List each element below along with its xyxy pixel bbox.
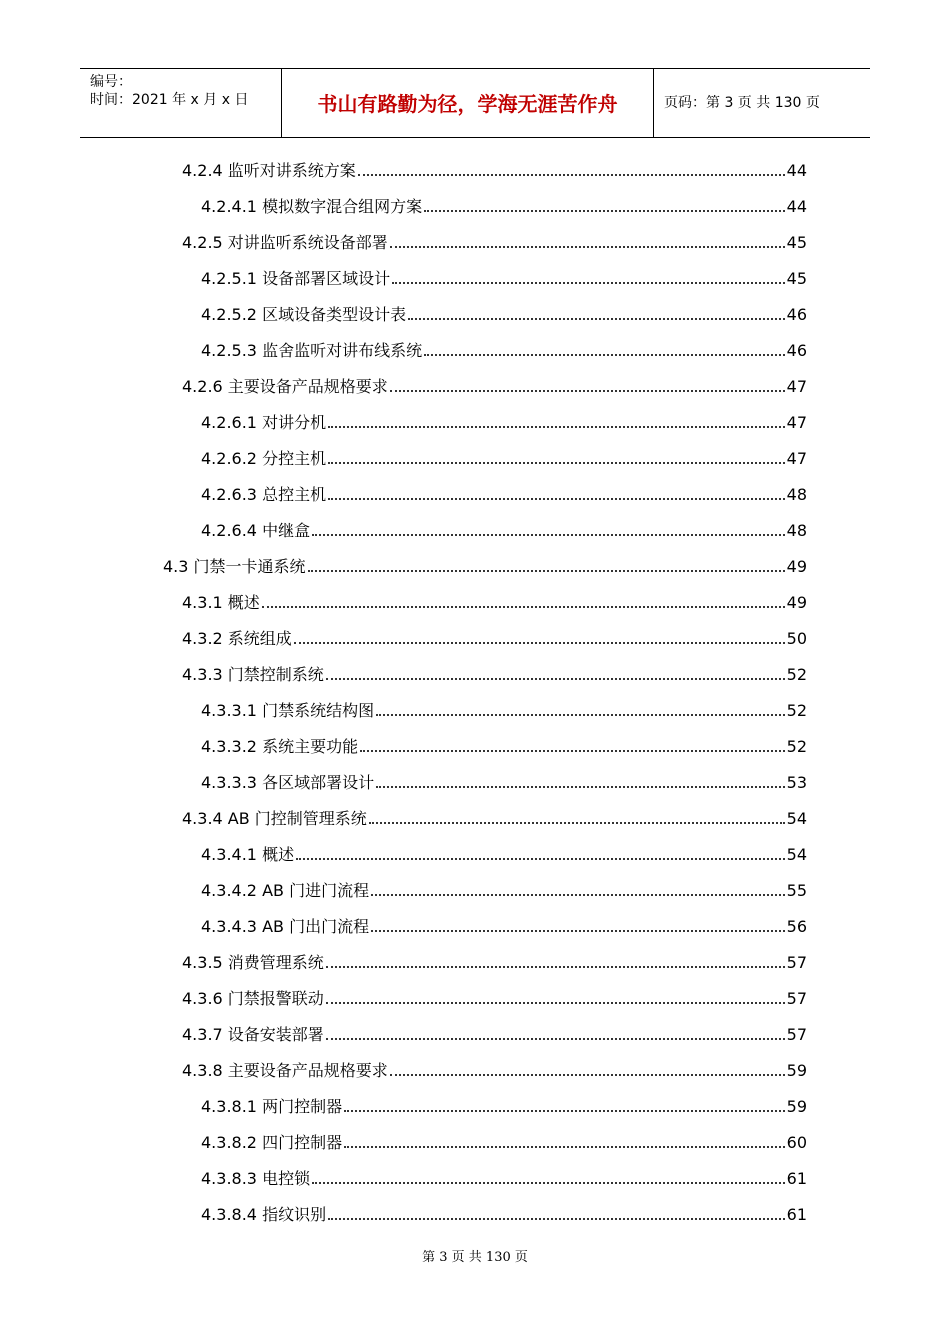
toc-entry-title: 4.3.3.1 门禁系统结构图: [201, 701, 375, 720]
toc-entry-title: 4.3 门禁一卡通系统: [163, 557, 306, 576]
toc-entry-title: 4.2.6.3 总控主机: [201, 485, 327, 504]
toc-dot-leader: [390, 246, 785, 248]
toc-dot-leader: [408, 318, 785, 320]
toc-entry-page-number: 54: [786, 809, 807, 828]
toc-entry[interactable]: [0, 980, 950, 1016]
toc-entry-row: [201, 448, 807, 470]
toc-entry-row: [201, 1204, 807, 1226]
toc-entry-title: 4.3.8.4 指纹识别: [201, 1205, 327, 1224]
toc-entry-row: [201, 268, 807, 290]
toc-entry-title: 4.2.6.2 分控主机: [201, 449, 327, 468]
page-footer: 第 3 页 共 130 页: [422, 1250, 528, 1265]
toc-dot-leader: [296, 858, 785, 860]
toc-dot-leader: [328, 498, 785, 500]
toc-entry-row: [201, 916, 807, 938]
toc-entry-page-number: 47: [786, 377, 807, 396]
header-meta-cell: [80, 69, 282, 137]
toc-entry-row: [201, 844, 807, 866]
toc-entry-row: [182, 1024, 807, 1046]
toc-dot-leader: [390, 1074, 785, 1076]
toc-entry[interactable]: [0, 872, 950, 908]
document-number-label: 编号：: [90, 74, 132, 90]
toc-entry-title: 4.3.4.1 概述: [201, 845, 295, 864]
header-motto: 书山有路勤为径，学海无涯苦作舟: [317, 92, 618, 116]
toc-dot-leader: [376, 786, 785, 788]
toc-entry[interactable]: [0, 404, 950, 440]
toc-entry-page-number: 57: [786, 989, 807, 1008]
document-time-label: 时间：2021 年 x 月 x 日: [90, 92, 249, 108]
toc-entry-row: [201, 520, 807, 542]
toc-dot-leader: [424, 210, 785, 212]
toc-dot-leader: [344, 1146, 785, 1148]
toc-entry[interactable]: [0, 1088, 950, 1124]
toc-entry-row: [201, 700, 807, 722]
toc-entry-page-number: 47: [786, 449, 807, 468]
toc-entry-row: [182, 808, 807, 830]
toc-entry-page-number: 47: [786, 413, 807, 432]
toc-entry-page-number: 59: [786, 1061, 807, 1080]
toc-entry-title: 4.3.8.3 电控锁: [201, 1169, 311, 1188]
toc-dot-leader: [312, 534, 785, 536]
toc-entry-title: 4.3.1 概述: [182, 593, 260, 612]
toc-entry-page-number: 55: [786, 881, 807, 900]
toc-entry[interactable]: [0, 224, 950, 260]
toc-entry-page-number: 49: [786, 557, 807, 576]
toc-entry-page-number: 46: [786, 341, 807, 360]
toc-entry-row: [201, 412, 807, 434]
toc-entry-row: [201, 304, 807, 326]
toc-dot-leader: [294, 642, 785, 644]
toc-dot-leader: [344, 1110, 785, 1112]
toc-entry-title: 4.3.4 AB 门控制管理系统: [182, 809, 367, 828]
toc-entry-page-number: 61: [786, 1205, 807, 1224]
toc-entry-title: 4.3.4.3 AB 门出门流程: [201, 917, 370, 936]
toc-entry[interactable]: [0, 800, 950, 836]
header-page-info: 页码：第 3 页 共 130 页: [664, 95, 820, 111]
toc-entry-title: 4.2.4 监听对讲系统方案: [182, 161, 356, 180]
toc-entry-page-number: 57: [786, 953, 807, 972]
toc-entry[interactable]: [0, 944, 950, 980]
toc-entry-title: 4.3.3 门禁控制系统: [182, 665, 324, 684]
toc-dot-leader: [326, 678, 785, 680]
toc-entry-page-number: 53: [786, 773, 807, 792]
toc-dot-leader: [312, 1182, 785, 1184]
toc-entry-title: 4.2.6.4 中继盒: [201, 521, 311, 540]
toc-dot-leader: [308, 570, 785, 572]
toc-entry[interactable]: [0, 368, 950, 404]
toc-entry[interactable]: [0, 548, 950, 584]
toc-dot-leader: [326, 1002, 785, 1004]
toc-dot-leader: [358, 174, 785, 176]
toc-entry-page-number: 48: [786, 521, 807, 540]
toc-entry-row: [182, 988, 807, 1010]
header-motto-cell: [282, 69, 654, 137]
toc-entry-row: [163, 556, 807, 578]
toc-dot-leader: [328, 1218, 785, 1220]
toc-entry[interactable]: [0, 440, 950, 476]
toc-entry[interactable]: [0, 836, 950, 872]
toc-entry-row: [182, 628, 807, 650]
toc-entry[interactable]: [0, 908, 950, 944]
toc-entry-row: [201, 1168, 807, 1190]
toc-dot-leader: [390, 390, 785, 392]
toc-entry-title: 4.3.8.2 四门控制器: [201, 1133, 343, 1152]
toc-entry[interactable]: [0, 620, 950, 656]
toc-entry-title: 4.3.8 主要设备产品规格要求: [182, 1061, 388, 1080]
toc-dot-leader: [326, 1038, 785, 1040]
toc-entry-title: 4.2.4.1 模拟数字混合组网方案: [201, 197, 423, 216]
toc-entry[interactable]: [0, 152, 950, 188]
toc-dot-leader: [376, 714, 785, 716]
toc-entry-row: [182, 592, 807, 614]
toc-entry-row: [201, 484, 807, 506]
toc-entry[interactable]: [0, 1052, 950, 1088]
toc-entry-row: [182, 160, 807, 182]
toc-entry[interactable]: [0, 1160, 950, 1196]
toc-dot-leader: [328, 462, 785, 464]
toc-dot-leader: [369, 822, 785, 824]
toc-dot-leader: [371, 894, 785, 896]
toc-entry-row: [182, 376, 807, 398]
toc-dot-leader: [392, 282, 785, 284]
toc-entry-title: 4.2.5.2 区域设备类型设计表: [201, 305, 407, 324]
toc-entry-page-number: 52: [786, 701, 807, 720]
toc-dot-leader: [360, 750, 785, 752]
toc-dot-leader: [328, 426, 785, 428]
toc-dot-leader: [424, 354, 785, 356]
toc-entry-row: [201, 736, 807, 758]
toc-entry-title: 4.3.8.1 两门控制器: [201, 1097, 343, 1116]
toc-entry-page-number: 59: [786, 1097, 807, 1116]
toc-entry-title: 4.3.2 系统组成: [182, 629, 292, 648]
toc-entry-row: [182, 232, 807, 254]
toc-entry-page-number: 60: [786, 1133, 807, 1152]
toc-entry-title: 4.3.6 门禁报警联动: [182, 989, 324, 1008]
toc-entry-row: [201, 1096, 807, 1118]
toc-entry[interactable]: [0, 764, 950, 800]
toc-dot-leader: [371, 930, 785, 932]
toc-entry[interactable]: [0, 656, 950, 692]
toc-entry[interactable]: [0, 1016, 950, 1052]
toc-entry-page-number: 45: [786, 233, 807, 252]
toc-entry[interactable]: [0, 728, 950, 764]
toc-entry-title: 4.3.3.2 系统主要功能: [201, 737, 359, 756]
toc-entry-row: [201, 196, 807, 218]
toc-entry[interactable]: [0, 584, 950, 620]
toc-entry-page-number: 48: [786, 485, 807, 504]
toc-entry[interactable]: [0, 296, 950, 332]
toc-entry-page-number: 57: [786, 1025, 807, 1044]
toc-entry-title: 4.3.3.3 各区域部署设计: [201, 773, 375, 792]
toc-entry-page-number: 54: [786, 845, 807, 864]
toc-entry-title: 4.3.4.2 AB 门进门流程: [201, 881, 370, 900]
toc-entry[interactable]: [0, 476, 950, 512]
toc-entry[interactable]: [0, 512, 950, 548]
toc-entry[interactable]: [0, 332, 950, 368]
toc-entry-row: [201, 880, 807, 902]
toc-entry-row: [201, 772, 807, 794]
toc-entry-title: 4.2.6 主要设备产品规格要求: [182, 377, 388, 396]
page-header: [80, 68, 870, 138]
toc-entry[interactable]: [0, 260, 950, 296]
toc-entry-title: 4.3.7 设备安装部署: [182, 1025, 324, 1044]
toc-entry-page-number: 45: [786, 269, 807, 288]
toc-entry[interactable]: [0, 692, 950, 728]
toc-entry-row: [201, 340, 807, 362]
toc-entry-title: 4.2.5.3 监舍监听对讲布线系统: [201, 341, 423, 360]
toc-entry[interactable]: [0, 188, 950, 224]
table-of-contents: [0, 152, 950, 1232]
toc-entry-title: 4.2.5.1 设备部署区域设计: [201, 269, 391, 288]
toc-entry-page-number: 46: [786, 305, 807, 324]
header-page-cell: [654, 69, 870, 137]
toc-dot-leader: [262, 606, 785, 608]
toc-entry-page-number: 61: [786, 1169, 807, 1188]
toc-dot-leader: [326, 966, 785, 968]
toc-entry[interactable]: [0, 1196, 950, 1232]
toc-entry-row: [182, 664, 807, 686]
toc-entry-page-number: 56: [786, 917, 807, 936]
toc-entry-page-number: 44: [786, 197, 807, 216]
toc-entry-page-number: 44: [786, 161, 807, 180]
toc-entry-page-number: 52: [786, 665, 807, 684]
toc-entry-page-number: 52: [786, 737, 807, 756]
toc-entry[interactable]: [0, 1124, 950, 1160]
toc-entry-row: [201, 1132, 807, 1154]
toc-entry-title: 4.2.6.1 对讲分机: [201, 413, 327, 432]
toc-entry-title: 4.2.5 对讲监听系统设备部署: [182, 233, 388, 252]
toc-entry-title: 4.3.5 消费管理系统: [182, 953, 324, 972]
toc-entry-page-number: 49: [786, 593, 807, 612]
toc-entry-row: [182, 952, 807, 974]
toc-entry-page-number: 50: [786, 629, 807, 648]
toc-entry-row: [182, 1060, 807, 1082]
